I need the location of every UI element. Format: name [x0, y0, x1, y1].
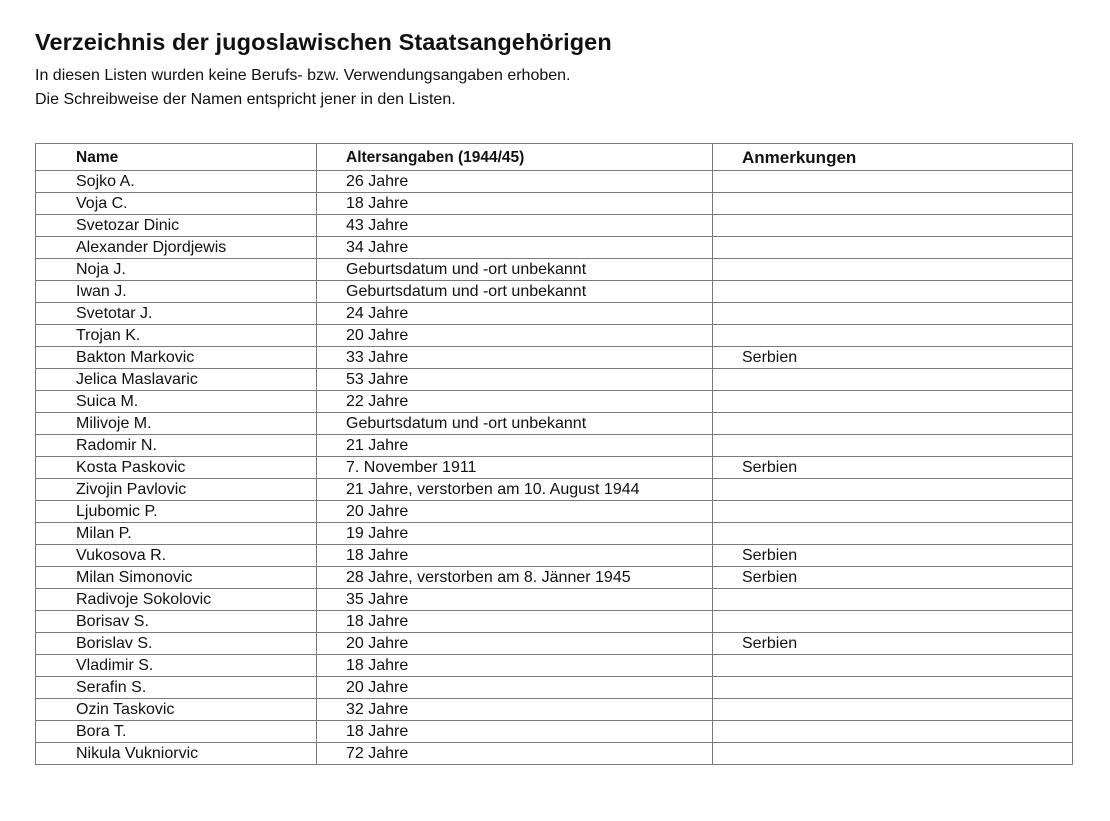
cell-age: Geburtsdatum und -ort unbekannt	[317, 259, 713, 281]
table-row	[36, 677, 1073, 699]
cell-age: 33 Jahre	[317, 347, 713, 369]
cell-age: 7. November 1911	[317, 457, 713, 479]
table-row	[36, 479, 1073, 501]
cell-age: Geburtsdatum und -ort unbekannt	[317, 413, 713, 435]
cell-age: 20 Jahre	[317, 633, 713, 655]
cell-age: 20 Jahre	[317, 501, 713, 523]
cell-note: Serbien	[713, 545, 1073, 567]
cell-name: Ljubomic P.	[36, 501, 317, 523]
table-row	[36, 567, 1073, 589]
table-row	[36, 611, 1073, 633]
cell-name: Borisav S.	[36, 611, 317, 633]
cell-name: Radomir N.	[36, 435, 317, 457]
table-row	[36, 545, 1073, 567]
table-row	[36, 699, 1073, 721]
cell-note	[713, 237, 1073, 259]
cell-name: Jelica Maslavaric	[36, 369, 317, 391]
cell-age: 32 Jahre	[317, 699, 713, 721]
cell-age: 35 Jahre	[317, 589, 713, 611]
cell-age: 21 Jahre	[317, 435, 713, 457]
table-row	[36, 237, 1073, 259]
cell-name: Vukosova R.	[36, 545, 317, 567]
cell-age: 18 Jahre	[317, 193, 713, 215]
header-notes: Anmerkungen	[713, 144, 1073, 171]
cell-note: Serbien	[713, 633, 1073, 655]
table-row	[36, 721, 1073, 743]
cell-note	[713, 259, 1073, 281]
cell-note	[713, 699, 1073, 721]
cell-name: Kosta Paskovic	[36, 457, 317, 479]
cell-age: 18 Jahre	[317, 545, 713, 567]
cell-note	[713, 193, 1073, 215]
cell-note	[713, 721, 1073, 743]
table-row	[36, 655, 1073, 677]
table-row	[36, 303, 1073, 325]
cell-name: Voja C.	[36, 193, 317, 215]
note-line-1: In diesen Listen wurden keine Berufs- bzw. Verwendungsangaben erhoben.	[35, 67, 571, 84]
cell-name: Borislav S.	[36, 633, 317, 655]
table-body	[36, 171, 1073, 765]
table-row	[36, 347, 1073, 369]
cell-note	[713, 611, 1073, 633]
cell-name: Nikula Vukniorvic	[36, 743, 317, 765]
cell-name: Iwan J.	[36, 281, 317, 303]
cell-age: 72 Jahre	[317, 743, 713, 765]
cell-age: 20 Jahre	[317, 325, 713, 347]
cell-age: 53 Jahre	[317, 369, 713, 391]
table-row	[36, 743, 1073, 765]
cell-name: Bakton Markovic	[36, 347, 317, 369]
cell-name: Milan P.	[36, 523, 317, 545]
page-title: Verzeichnis der jugoslawischen Staatsangehörigen	[35, 29, 612, 55]
cell-note	[713, 677, 1073, 699]
table-row	[36, 171, 1073, 193]
cell-name: Svetotar J.	[36, 303, 317, 325]
cell-note	[713, 325, 1073, 347]
table-row	[36, 501, 1073, 523]
cell-note	[713, 391, 1073, 413]
cell-note	[713, 281, 1073, 303]
table-row	[36, 523, 1073, 545]
table-row	[36, 633, 1073, 655]
table-row	[36, 369, 1073, 391]
cell-note	[713, 501, 1073, 523]
cell-age: 18 Jahre	[317, 721, 713, 743]
cell-age: 22 Jahre	[317, 391, 713, 413]
cell-name: Bora T.	[36, 721, 317, 743]
table-row	[36, 457, 1073, 479]
cell-note	[713, 369, 1073, 391]
cell-note: Serbien	[713, 347, 1073, 369]
cell-note: Serbien	[713, 567, 1073, 589]
cell-note	[713, 743, 1073, 765]
table-row	[36, 589, 1073, 611]
cell-name: Noja J.	[36, 259, 317, 281]
cell-name: Radivoje Sokolovic	[36, 589, 317, 611]
cell-age: 20 Jahre	[317, 677, 713, 699]
table-row	[36, 193, 1073, 215]
cell-age: 21 Jahre, verstorben am 10. August 1944	[317, 479, 713, 501]
table-header-row	[36, 144, 1073, 171]
cell-name: Vladimir S.	[36, 655, 317, 677]
cell-name: Svetozar Dinic	[36, 215, 317, 237]
cell-note	[713, 479, 1073, 501]
table-row	[36, 325, 1073, 347]
note-line-2: Die Schreibweise der Namen entspricht jener in den Listen.	[35, 91, 456, 108]
cell-name: Alexander Djordjewis	[36, 237, 317, 259]
cell-note	[713, 435, 1073, 457]
cell-note	[713, 413, 1073, 435]
cell-note: Serbien	[713, 457, 1073, 479]
persons-table	[35, 143, 1073, 765]
cell-note	[713, 303, 1073, 325]
cell-note	[713, 171, 1073, 193]
table-row	[36, 435, 1073, 457]
header-name: Name	[36, 144, 317, 171]
cell-note	[713, 215, 1073, 237]
cell-age: 34 Jahre	[317, 237, 713, 259]
cell-name: Trojan K.	[36, 325, 317, 347]
table-row	[36, 413, 1073, 435]
table-row	[36, 281, 1073, 303]
cell-name: Sojko A.	[36, 171, 317, 193]
cell-name: Milan Simonovic	[36, 567, 317, 589]
cell-age: 18 Jahre	[317, 655, 713, 677]
cell-age: 18 Jahre	[317, 611, 713, 633]
cell-name: Ozin Taskovic	[36, 699, 317, 721]
cell-age: 19 Jahre	[317, 523, 713, 545]
header-age: Altersangaben (1944/45)	[317, 144, 713, 171]
cell-note	[713, 655, 1073, 677]
cell-age: 26 Jahre	[317, 171, 713, 193]
table-row	[36, 259, 1073, 281]
cell-note	[713, 589, 1073, 611]
table-row	[36, 391, 1073, 413]
cell-name: Serafin S.	[36, 677, 317, 699]
cell-note	[713, 523, 1073, 545]
cell-name: Milivoje M.	[36, 413, 317, 435]
table-row	[36, 215, 1073, 237]
cell-age: 24 Jahre	[317, 303, 713, 325]
cell-name: Zivojin Pavlovic	[36, 479, 317, 501]
cell-age: Geburtsdatum und -ort unbekannt	[317, 281, 713, 303]
cell-name: Suica M.	[36, 391, 317, 413]
cell-age: 28 Jahre, verstorben am 8. Jänner 1945	[317, 567, 713, 589]
cell-age: 43 Jahre	[317, 215, 713, 237]
